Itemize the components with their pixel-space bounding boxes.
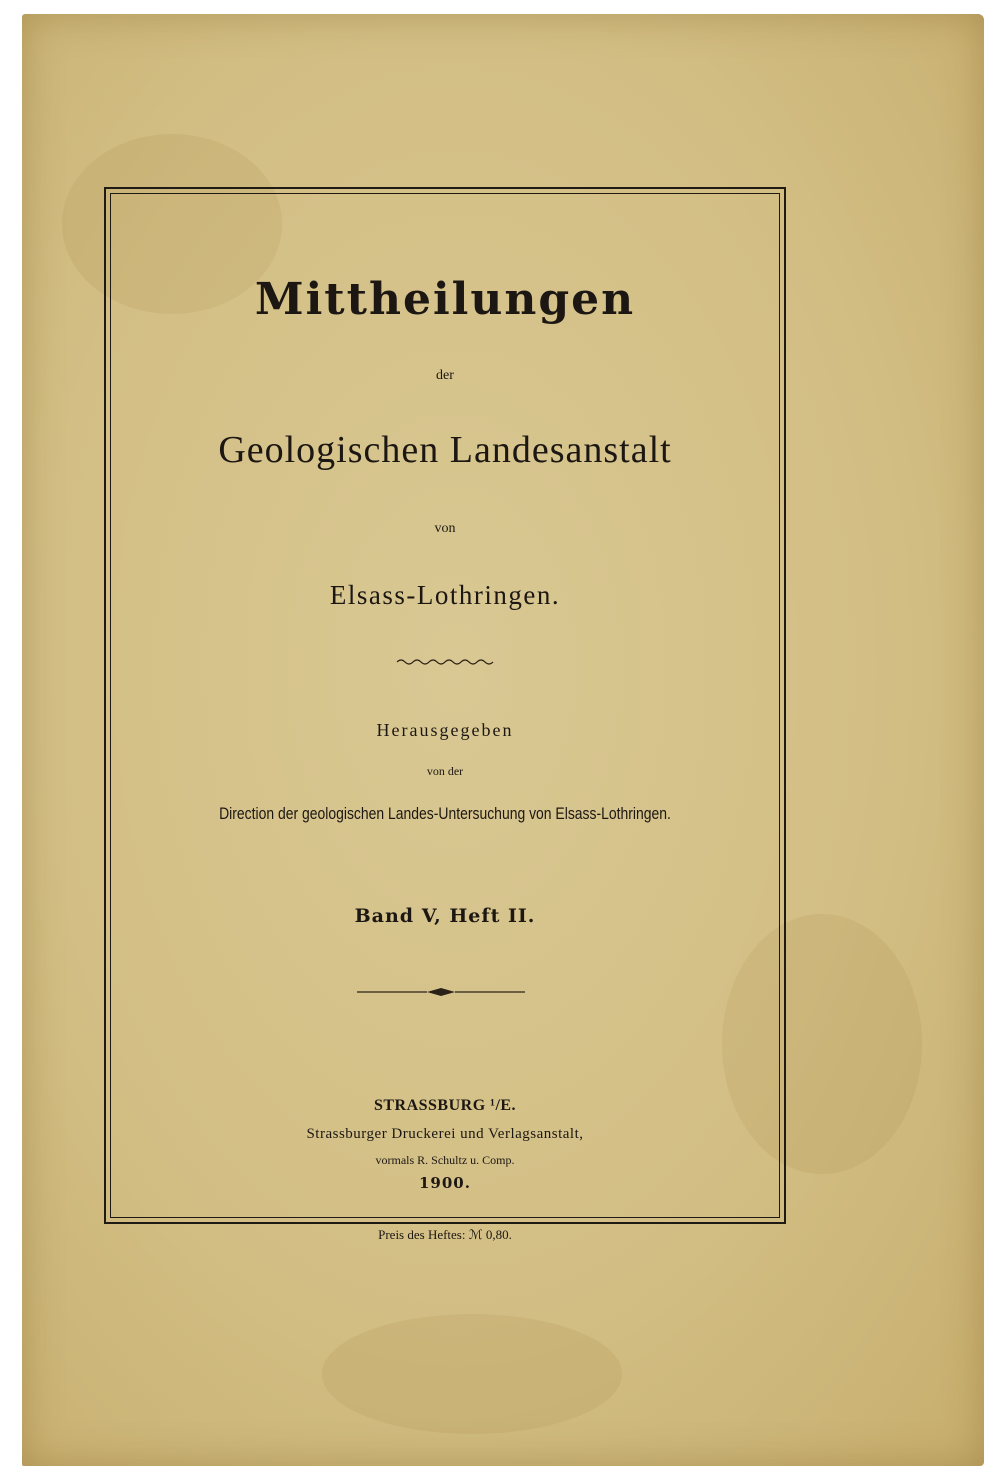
volume-line: Band V, Heft II. — [354, 905, 536, 927]
cover-subtitle: Geologischen Landesanstalt — [218, 429, 672, 471]
cover-title: Mittheilungen — [254, 274, 636, 325]
wavy-ornament — [395, 656, 495, 668]
imprint-year: 1900. — [419, 1174, 471, 1192]
cover-frame-inner — [110, 193, 780, 1218]
imprint-city: STRASSBURG ¹/E. — [373, 1097, 517, 1114]
connector-von: von — [434, 521, 456, 536]
connector-von-der: von der — [426, 764, 464, 778]
price-line: Preis des Heftes: ℳ 0,80. — [378, 1227, 512, 1242]
imprint-publisher: Strassburger Druckerei und Verlagsanstalt, — [306, 1126, 584, 1142]
imprint-formerly: vormals R. Schultz u. Comp. — [375, 1153, 515, 1167]
connector-der: der — [436, 368, 454, 383]
editor-line: Herausgegeben — [376, 720, 514, 740]
cover-region: Elsass-Lothringen. — [329, 580, 561, 610]
direction-line: Direction der geologischen Landes-Untersuchung von Elsass-Lothringen. — [219, 804, 671, 823]
rule-ornament — [355, 985, 527, 999]
paper-stain — [322, 1314, 622, 1434]
